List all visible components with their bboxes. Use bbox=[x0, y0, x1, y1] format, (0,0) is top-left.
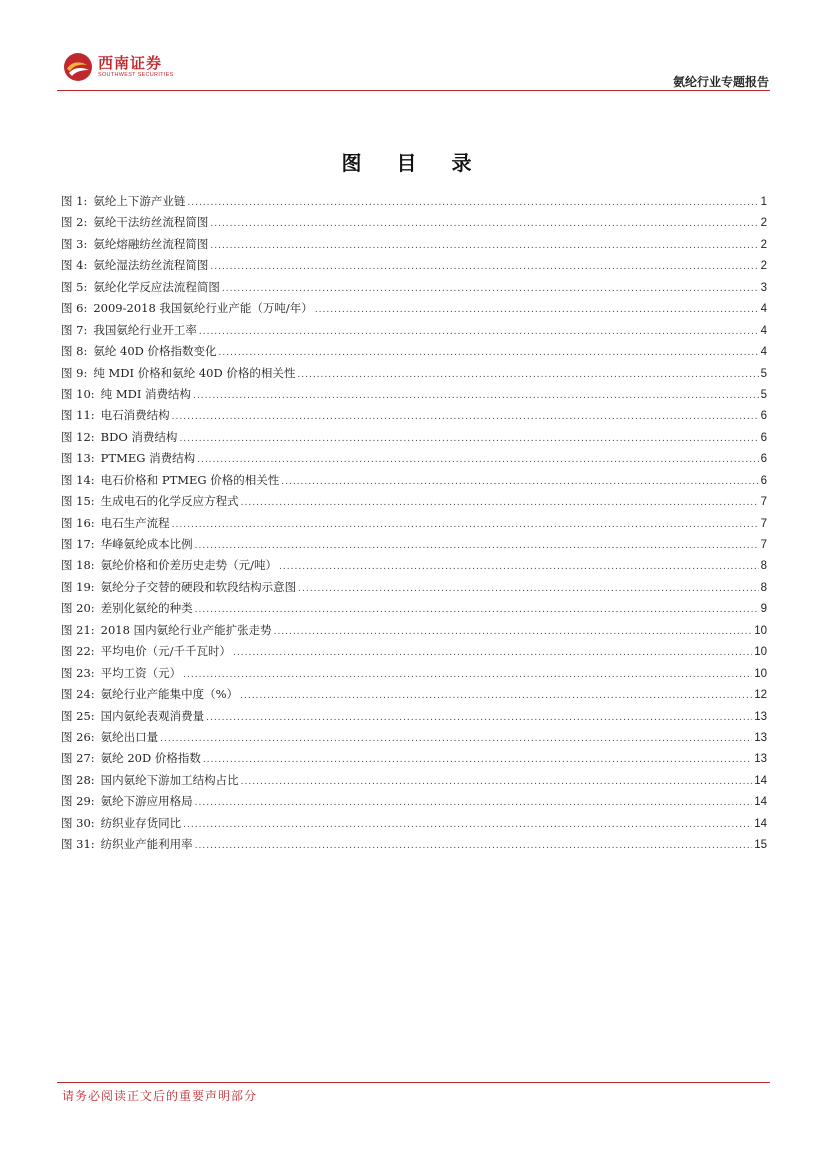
header-divider bbox=[57, 90, 770, 91]
toc-entry-label: 图 10: bbox=[61, 386, 95, 401]
toc-entry-label: 图 19: bbox=[61, 579, 95, 594]
toc-entry[interactable] bbox=[61, 622, 767, 643]
toc-entry-page: 2 bbox=[760, 217, 767, 230]
toc-entry[interactable] bbox=[61, 365, 767, 386]
toc-entry-page: 4 bbox=[760, 324, 767, 337]
toc-entry-label: 图 7: bbox=[61, 322, 88, 337]
toc-dot-leader bbox=[193, 391, 759, 401]
toc-entry-page: 8 bbox=[760, 581, 767, 594]
toc-entry-page: 6 bbox=[760, 431, 767, 444]
toc-dot-leader bbox=[279, 562, 759, 572]
toc-entry-page: 5 bbox=[760, 367, 767, 380]
toc-dot-leader bbox=[222, 284, 759, 294]
report-title: 氨纶行业专题报告 bbox=[672, 75, 769, 89]
toc-entry-label: 图 12: bbox=[61, 429, 95, 444]
toc-entry-text: BDO 消费结构 bbox=[100, 429, 178, 444]
logo-english-name: SOUTHWEST SECURITIES bbox=[98, 72, 174, 78]
toc-entry-page: 7 bbox=[760, 539, 767, 551]
toc-dot-leader bbox=[233, 648, 752, 658]
toc-entry-label: 图 15: bbox=[61, 494, 95, 509]
toc-entry[interactable] bbox=[61, 407, 767, 428]
toc-entry[interactable] bbox=[61, 665, 767, 686]
toc-entry-label: 图 9: bbox=[61, 365, 88, 380]
toc-entry[interactable] bbox=[61, 257, 767, 278]
toc-entry-label: 图 31: bbox=[61, 837, 95, 852]
toc-dot-leader bbox=[179, 434, 758, 444]
toc-entry[interactable] bbox=[61, 493, 767, 514]
toc-entry[interactable] bbox=[61, 386, 767, 407]
toc-dot-leader bbox=[195, 605, 759, 615]
toc-dot-leader bbox=[241, 498, 759, 508]
logo-chinese-name: 西南证券 bbox=[98, 54, 163, 72]
toc-entry-text: 纺织业产能利用率 bbox=[100, 837, 193, 852]
toc-entry-text: 生成电石的化学反应方程式 bbox=[100, 494, 239, 509]
toc-entry-page: 12 bbox=[754, 689, 767, 702]
toc-dot-leader bbox=[241, 777, 753, 787]
toc-entry-text: PTMEG 消费结构 bbox=[100, 451, 196, 466]
toc-entry[interactable] bbox=[61, 322, 767, 343]
toc-entry-label: 图 14: bbox=[61, 472, 95, 487]
toc-entry-page: 9 bbox=[760, 603, 767, 616]
toc-entry-label: 图 17: bbox=[61, 537, 95, 551]
toc-entry-text: 氨纶 20D 价格指数 bbox=[100, 751, 201, 766]
toc-entry-page: 2 bbox=[760, 260, 767, 273]
toc-entry[interactable] bbox=[61, 300, 767, 321]
toc-entry-label: 图 16: bbox=[61, 515, 95, 530]
toc-entry-label: 图 22: bbox=[61, 644, 95, 659]
footer-divider bbox=[57, 1082, 770, 1083]
toc-entry-page: 1 bbox=[760, 196, 767, 208]
toc-entry-text: 氨纶干法纺丝流程简图 bbox=[93, 215, 209, 230]
toc-dot-leader bbox=[172, 412, 759, 422]
toc-entry[interactable] bbox=[61, 214, 767, 235]
toc-entry-page: 2 bbox=[760, 238, 767, 251]
toc-entry-page: 10 bbox=[754, 667, 767, 680]
toc-entry-label: 图 11: bbox=[61, 408, 95, 423]
toc-entry-label: 图 2: bbox=[61, 215, 88, 230]
toc-entry-text: 2018 国内氨纶行业产能扩张走势 bbox=[100, 622, 272, 637]
toc-entry[interactable] bbox=[61, 686, 767, 707]
toc-dot-leader bbox=[195, 798, 753, 808]
toc-dot-leader bbox=[203, 755, 752, 765]
toc-entry-text: 氨纶出口量 bbox=[100, 729, 159, 744]
figure-list bbox=[61, 193, 767, 858]
toc-entry-label: 图 29: bbox=[61, 794, 95, 809]
toc-dot-leader bbox=[219, 348, 759, 358]
toc-entry-page: 13 bbox=[754, 753, 767, 766]
toc-dot-leader bbox=[195, 541, 759, 551]
toc-entry-page: 4 bbox=[760, 303, 767, 316]
toc-entry[interactable] bbox=[61, 557, 767, 578]
toc-entry[interactable] bbox=[61, 515, 767, 536]
toc-entry[interactable] bbox=[61, 536, 767, 557]
toc-entry[interactable] bbox=[61, 600, 767, 621]
toc-dot-leader bbox=[172, 520, 759, 530]
toc-dot-leader bbox=[210, 262, 758, 272]
toc-dot-leader bbox=[206, 713, 752, 723]
toc-entry-label: 图 25: bbox=[61, 708, 95, 723]
toc-entry-text: 纯 MDI 价格和氨纶 40D 价格的相关性 bbox=[93, 365, 296, 380]
toc-entry[interactable] bbox=[61, 815, 767, 836]
toc-entry-text: 2009-2018 我国氨纶行业产能（万吨/年） bbox=[93, 301, 313, 316]
toc-entry[interactable] bbox=[61, 579, 767, 600]
toc-entry-label: 图 24: bbox=[61, 687, 95, 702]
toc-entry-label: 图 5: bbox=[61, 279, 88, 294]
toc-entry-text: 氨纶行业产能集中度（%） bbox=[100, 687, 239, 702]
toc-entry-text: 氨纶价格和价差历史走势（元/吨） bbox=[100, 558, 278, 573]
toc-entry-label: 图 28: bbox=[61, 772, 95, 787]
toc-entry-page: 8 bbox=[760, 560, 767, 573]
toc-entry-text: 电石消费结构 bbox=[100, 408, 170, 423]
toc-dot-leader bbox=[240, 691, 752, 701]
toc-dot-leader bbox=[160, 734, 752, 744]
toc-entry-label: 图 26: bbox=[61, 729, 95, 744]
footer-disclaimer: 请务必阅读正文后的重要声明部分 bbox=[62, 1089, 258, 1103]
toc-entry-label: 图 27: bbox=[61, 751, 95, 766]
toc-dot-leader bbox=[210, 219, 758, 229]
toc-entry-label: 图 23: bbox=[61, 665, 95, 680]
toc-dot-leader bbox=[183, 670, 752, 680]
toc-entry-label: 图 13: bbox=[61, 451, 95, 466]
toc-dot-leader bbox=[183, 820, 752, 830]
toc-entry-page: 4 bbox=[760, 346, 767, 359]
toc-entry[interactable] bbox=[61, 236, 767, 257]
toc-entry-page: 6 bbox=[760, 410, 767, 423]
toc-dot-leader bbox=[197, 455, 759, 465]
toc-entry-page: 10 bbox=[754, 624, 767, 637]
toc-entry-page: 6 bbox=[760, 474, 767, 487]
toc-entry[interactable] bbox=[61, 750, 767, 771]
company-logo bbox=[63, 50, 174, 84]
toc-entry-page: 3 bbox=[760, 281, 767, 294]
toc-entry-label: 图 3: bbox=[61, 236, 88, 251]
toc-entry-page: 14 bbox=[754, 774, 767, 787]
toc-entry-label: 图 21: bbox=[61, 622, 95, 637]
toc-entry-page: 15 bbox=[754, 839, 767, 852]
toc-entry-text: 差别化氨纶的种类 bbox=[100, 601, 193, 616]
toc-entry-text: 纺织业存货同比 bbox=[100, 815, 182, 830]
toc-entry-text: 国内氨纶表观消费量 bbox=[100, 708, 205, 723]
toc-entry-page: 5 bbox=[760, 388, 767, 401]
toc-entry-text: 氨纶下游应用格局 bbox=[100, 794, 193, 809]
toc-entry-text: 国内氨纶下游加工结构占比 bbox=[100, 772, 239, 787]
toc-entry-label: 图 30: bbox=[61, 815, 95, 830]
toc-entry[interactable] bbox=[61, 729, 767, 750]
toc-dot-leader bbox=[315, 305, 759, 315]
toc-entry-text: 氨纶化学反应法流程简图 bbox=[93, 279, 220, 294]
toc-entry-label: 图 6: bbox=[61, 301, 88, 316]
toc-entry-page: 7 bbox=[760, 496, 767, 509]
toc-entry-label: 图 8: bbox=[61, 344, 88, 359]
toc-dot-leader bbox=[187, 198, 758, 208]
toc-entry[interactable] bbox=[61, 472, 767, 493]
toc-entry[interactable] bbox=[61, 429, 767, 450]
toc-heading: 图 目 录 bbox=[341, 151, 486, 175]
sun-swirl-logo-icon bbox=[63, 52, 93, 82]
toc-entry[interactable] bbox=[61, 193, 767, 214]
toc-entry-text: 氨纶 40D 价格指数变化 bbox=[93, 344, 217, 359]
toc-entry-text: 电石价格和 PTMEG 价格的相关性 bbox=[100, 472, 280, 487]
toc-entry-text: 氨纶湿法纺丝流程简图 bbox=[93, 258, 209, 273]
toc-entry-page: 13 bbox=[754, 710, 767, 723]
toc-entry[interactable] bbox=[61, 708, 767, 729]
toc-entry-text: 氨纶上下游产业链 bbox=[93, 194, 186, 208]
toc-entry-text: 我国氨纶行业开工率 bbox=[93, 322, 197, 337]
toc-entry-page: 13 bbox=[754, 731, 767, 744]
toc-dot-leader bbox=[274, 627, 753, 637]
toc-entry-text: 平均工资（元） bbox=[100, 665, 182, 680]
toc-entry[interactable] bbox=[61, 836, 767, 857]
toc-entry-label: 图 4: bbox=[61, 258, 88, 273]
toc-entry-label: 图 18: bbox=[61, 558, 95, 573]
toc-entry-text: 电石生产流程 bbox=[100, 515, 170, 530]
toc-entry-label: 图 1: bbox=[61, 194, 88, 208]
toc-entry-text: 华峰氨纶成本比例 bbox=[100, 537, 193, 551]
toc-dot-leader bbox=[210, 241, 758, 251]
toc-dot-leader bbox=[297, 370, 758, 380]
toc-entry-page: 7 bbox=[760, 517, 767, 530]
toc-entry-label: 图 20: bbox=[61, 601, 95, 616]
toc-entry[interactable] bbox=[61, 279, 767, 300]
toc-dot-leader bbox=[298, 584, 758, 594]
toc-entry-text: 氨纶分子交替的硬段和软段结构示意图 bbox=[100, 579, 297, 594]
toc-entry-page: 6 bbox=[760, 453, 767, 466]
toc-entry[interactable] bbox=[61, 450, 767, 471]
toc-dot-leader bbox=[199, 327, 759, 337]
toc-entry[interactable] bbox=[61, 772, 767, 793]
toc-entry-page: 14 bbox=[754, 817, 767, 830]
toc-entry-page: 14 bbox=[754, 796, 767, 809]
toc-entry-text: 氨纶熔融纺丝流程简图 bbox=[93, 236, 209, 251]
toc-entry[interactable] bbox=[61, 793, 767, 814]
toc-entry[interactable] bbox=[61, 343, 767, 364]
toc-entry[interactable] bbox=[61, 643, 767, 664]
toc-dot-leader bbox=[195, 841, 753, 851]
toc-entry-text: 平均电价（元/千千瓦时） bbox=[100, 644, 232, 659]
toc-dot-leader bbox=[281, 477, 758, 487]
toc-entry-page: 10 bbox=[754, 646, 767, 659]
toc-entry-text: 纯 MDI 消费结构 bbox=[100, 386, 192, 401]
